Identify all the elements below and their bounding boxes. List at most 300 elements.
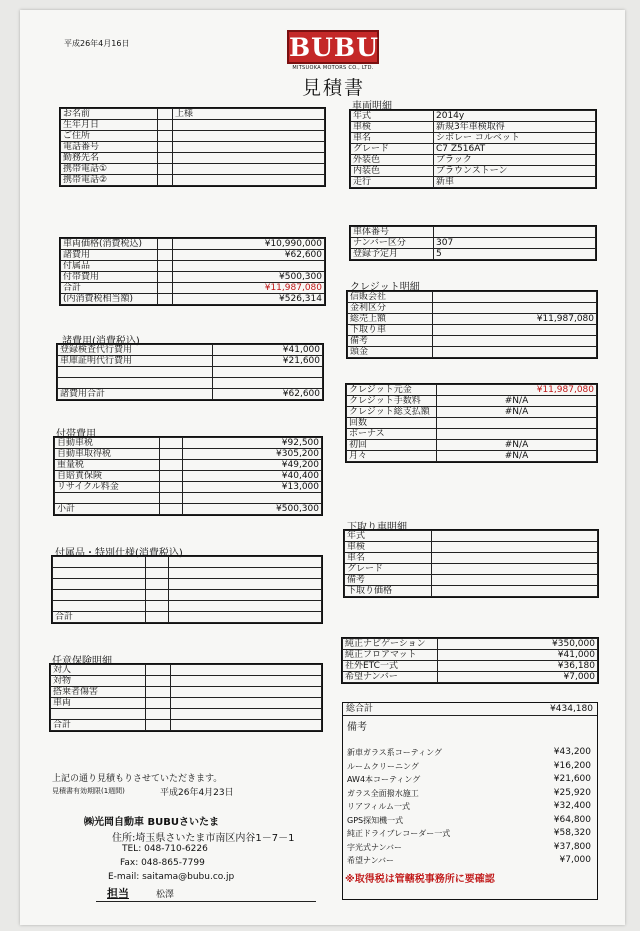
row-label: 諸費用 (61, 250, 158, 261)
staff-name: 松澤 (156, 890, 175, 900)
total-label: 諸費用合計 (58, 389, 213, 400)
remark-label: 希望ナンバー (347, 856, 395, 865)
row-value: ¥62,600 (173, 250, 325, 261)
row-value: ¥11,987,080 (173, 283, 325, 294)
row-value (433, 303, 597, 314)
row-label: 外装色 (351, 155, 434, 166)
row-label: 社外ETC一式 (343, 661, 438, 672)
row-value (433, 336, 597, 347)
row-label: 内装色 (351, 166, 434, 177)
customer-table (60, 108, 325, 186)
table-row (61, 294, 325, 305)
row-value: ¥13,000 (183, 482, 322, 493)
row-value: ¥11,987,080 (433, 314, 597, 325)
row-label: 対物 (51, 676, 146, 687)
vehicle-table (350, 110, 596, 188)
spacer-cell (160, 471, 183, 482)
table-row (55, 493, 322, 504)
subtotal-row (55, 504, 322, 515)
row-value (434, 227, 596, 238)
row-label: 付帯費用 (61, 272, 158, 283)
insurance-table (50, 664, 322, 731)
row-value: 上様 (173, 109, 325, 120)
empty-cell (53, 579, 146, 590)
insurance-section-title: 任意保険明細 (52, 656, 112, 667)
row-value: ¥92,500 (183, 438, 322, 449)
company-fax: Fax: 048-865-7799 (120, 858, 205, 868)
table-row (343, 672, 598, 683)
table-row (347, 407, 597, 418)
row-label: 車両価格(消費税込) (61, 239, 158, 250)
row-label: 車庫証明代行費用 (58, 356, 213, 367)
row-label: 車名 (351, 133, 434, 144)
remark-value: ¥32,400 (553, 801, 591, 811)
table-row (55, 460, 322, 471)
company-address: 住所:埼玉県さいたま市南区内谷1－7－1 (112, 833, 295, 844)
row-label: 対人 (51, 665, 146, 676)
row-value: ¥11,987,080 (437, 385, 597, 396)
empty-cell (146, 557, 169, 568)
row-label: 備考 (348, 336, 433, 347)
row-value: #N/A (437, 407, 597, 418)
table-row (343, 650, 598, 661)
empty-cell (169, 557, 322, 568)
remark-label: AW4本コーティング (347, 775, 421, 784)
spacer-cell (146, 720, 171, 731)
table-row (347, 418, 597, 429)
table-row (61, 261, 325, 272)
row-label: 頭金 (348, 347, 433, 358)
remark-value: ¥58,320 (553, 828, 591, 838)
table-row (351, 144, 596, 155)
empty-cell (55, 493, 160, 504)
row-label: クレジット総支払額 (347, 407, 437, 418)
row-value (173, 164, 325, 175)
row-value (173, 131, 325, 142)
row-label: 付属品 (61, 261, 158, 272)
spacer-cell (146, 612, 169, 623)
staff-underline (96, 901, 316, 902)
row-label: グレード (345, 564, 432, 575)
validity-label: 見積書有効期限(1週間) (52, 787, 125, 795)
row-label: (内消費税相当額) (61, 294, 158, 305)
row-value: 新車 (434, 177, 596, 188)
remarks-box (342, 702, 598, 900)
table-row (348, 292, 597, 303)
row-value (432, 586, 598, 597)
table-row (351, 111, 596, 122)
table-row (61, 153, 325, 164)
table-row (345, 553, 598, 564)
fees-table (57, 344, 323, 400)
empty-cell (146, 579, 169, 590)
row-label: 車両 (51, 698, 146, 709)
table-row (351, 122, 596, 133)
table-row (61, 164, 325, 175)
spacer-cell (158, 120, 173, 131)
table-row (347, 385, 597, 396)
empty-cell (58, 378, 213, 389)
row-label: 金利区分 (348, 303, 433, 314)
total-row (58, 389, 323, 400)
table-row (351, 249, 596, 260)
row-label: 合計 (61, 283, 158, 294)
row-value: ¥41,000 (438, 650, 598, 661)
spacer-cell (158, 109, 173, 120)
spacer-cell (158, 153, 173, 164)
table-row (347, 451, 597, 462)
remark-item (347, 827, 595, 841)
table-row (61, 175, 325, 186)
row-value: ¥36,180 (438, 661, 598, 672)
company-tel: TEL: 048-710-6226 (122, 844, 208, 854)
table-row (51, 676, 322, 687)
row-label: 自動車取得税 (55, 449, 160, 460)
table-row (347, 396, 597, 407)
row-value: ブラウンストーン (434, 166, 596, 177)
empty-cell (53, 601, 146, 612)
row-value (433, 292, 597, 303)
row-label: 車検 (351, 122, 434, 133)
table-row (55, 438, 322, 449)
options-table (342, 638, 598, 683)
total-value (171, 720, 322, 731)
row-label: 登録予定月 (351, 249, 434, 260)
spacer-cell (158, 175, 173, 186)
tax-warning: ※取得税は管轄税事務所に要確認 (345, 874, 495, 885)
remark-item (347, 814, 595, 828)
table-row (351, 155, 596, 166)
row-value (437, 418, 597, 429)
table-row (58, 378, 323, 389)
spacer-cell (160, 482, 183, 493)
empty-cell (51, 709, 146, 720)
row-label: 電話番号 (61, 142, 158, 153)
fees-section-title: 諸費用(消費税込) (62, 336, 140, 347)
row-label: 携帯電話② (61, 175, 158, 186)
row-value: ¥500,300 (173, 272, 325, 283)
logo-subtitle: MITSUOKA MOTORS CO., LTD. (292, 65, 374, 71)
table-row (347, 440, 597, 451)
row-value (171, 665, 322, 676)
remark-label: 字光式ナンバー (347, 842, 403, 852)
table-row (345, 564, 598, 575)
company-name: ㈱光岡自動車 BUBUさいたま (84, 817, 219, 828)
row-label: 搭乗者傷害 (51, 687, 146, 698)
table-row (53, 601, 322, 612)
row-value (437, 429, 597, 440)
remark-item (347, 841, 595, 855)
remark-label: GPS探知機一式 (347, 815, 404, 825)
spacer-cell (158, 142, 173, 153)
row-label: ご住所 (61, 131, 158, 142)
row-label: 重量税 (55, 460, 160, 471)
row-label: 年式 (351, 111, 434, 122)
spacer-cell (158, 283, 173, 294)
table-row (51, 709, 322, 720)
row-value (173, 261, 325, 272)
spacer-cell (158, 261, 173, 272)
row-value (432, 531, 598, 542)
empty-cell (169, 579, 322, 590)
table-row (51, 687, 322, 698)
remark-label: 純正ドライブレコーダー一式 (347, 829, 451, 838)
row-value: ¥526,314 (173, 294, 325, 305)
tradein-table (344, 530, 598, 597)
empty-cell (146, 709, 171, 720)
remark-value: ¥37,800 (553, 841, 591, 852)
remark-item (347, 746, 595, 760)
row-label: 走行 (351, 177, 434, 188)
empty-cell (58, 367, 213, 378)
row-value: #N/A (437, 440, 597, 451)
row-value (433, 325, 597, 336)
row-value (432, 553, 598, 564)
spacer-cell (158, 250, 173, 261)
total-label: 合計 (51, 720, 146, 731)
company-email: E-mail: saitama@bubu.co.jp (108, 872, 235, 882)
row-value: 新規3年車検取得 (434, 122, 596, 133)
row-label: お名前 (61, 109, 158, 120)
row-value: ¥41,000 (213, 345, 323, 356)
row-label: 車検 (345, 542, 432, 553)
document-title: 見積書 (302, 77, 366, 99)
table-row (58, 367, 323, 378)
issue-date: 平成26年4月16日 (64, 39, 130, 48)
row-label: 車体番号 (351, 227, 434, 238)
total-row (51, 720, 322, 731)
spacer-cell (160, 460, 183, 471)
row-value: 2014y (434, 111, 596, 122)
row-label: クレジット手数料 (347, 396, 437, 407)
table-row (61, 109, 325, 120)
row-value: シボレー コルベット (434, 133, 596, 144)
row-value (171, 687, 322, 698)
spacer-cell (146, 687, 171, 698)
row-value (173, 153, 325, 164)
spacer-cell (146, 665, 171, 676)
total-label: 合計 (53, 612, 146, 623)
remark-label: 新車ガラス系コーティング (347, 748, 442, 757)
row-label: 信販会社 (348, 292, 433, 303)
table-row (347, 429, 597, 440)
row-label: 携帯電話① (61, 164, 158, 175)
table-row (345, 575, 598, 586)
grand-total-label: 総合計 (346, 704, 374, 714)
remark-item (347, 773, 595, 787)
row-value: ¥21,600 (213, 356, 323, 367)
table-row (351, 166, 596, 177)
row-value: ¥7,000 (438, 672, 598, 683)
row-label: 回数 (347, 418, 437, 429)
row-value (432, 575, 598, 586)
row-label: リサイクル料金 (55, 482, 160, 493)
table-row (61, 272, 325, 283)
table-row (61, 142, 325, 153)
table-row (58, 345, 323, 356)
subtotal-value: ¥500,300 (183, 504, 322, 515)
spacer-cell (160, 504, 183, 515)
remarks-label: 備考 (347, 722, 367, 733)
spacer-cell (146, 676, 171, 687)
credit-section-title: クレジット明細 (350, 282, 420, 293)
empty-cell (171, 709, 322, 720)
table-row (343, 639, 598, 650)
table-row (348, 303, 597, 314)
table-row (351, 177, 596, 188)
remark-label: ガラス全面撥水施工 (347, 788, 419, 798)
spacer-cell (160, 438, 183, 449)
remark-value: ¥25,920 (553, 787, 591, 798)
row-label: 下取り価格 (345, 586, 432, 597)
incidental-table (54, 437, 322, 515)
empty-cell (169, 568, 322, 579)
remark-value: ¥7,000 (559, 855, 591, 865)
remark-label: リアフィルム一式 (347, 802, 411, 811)
row-label: グレード (351, 144, 434, 155)
tradein-section-title: 下取り車明細 (347, 522, 407, 533)
table-row (61, 250, 325, 261)
row-value: ブラック (434, 155, 596, 166)
table-row (351, 238, 596, 249)
row-value: #N/A (437, 451, 597, 462)
row-label: 年式 (345, 531, 432, 542)
empty-cell (53, 557, 146, 568)
row-value: C7 Z516AT (434, 144, 596, 155)
row-label: 勤務先名 (61, 153, 158, 164)
credit-table (347, 291, 597, 358)
table-row (345, 586, 598, 597)
table-row (53, 568, 322, 579)
table-row (351, 133, 596, 144)
empty-cell (169, 590, 322, 601)
row-value: ¥305,200 (183, 449, 322, 460)
remark-label: ルームクリーニング (347, 761, 419, 771)
spacer-cell (158, 239, 173, 250)
total-value (169, 612, 322, 623)
empty-cell (213, 378, 323, 389)
remark-item (347, 787, 595, 801)
footer-line1: 上記の通り見積もりさせていただきます。 (52, 774, 223, 784)
table-row (348, 314, 597, 325)
row-value (171, 698, 322, 709)
table-row (61, 120, 325, 131)
empty-cell (160, 493, 183, 504)
row-value (171, 676, 322, 687)
credit-table-2 (346, 384, 597, 462)
remark-value: ¥64,800 (553, 814, 591, 825)
row-label: 純正ナビゲーション (343, 639, 438, 650)
empty-cell (53, 568, 146, 579)
table-row (345, 542, 598, 553)
row-value: ¥40,400 (183, 471, 322, 482)
row-value: ¥49,200 (183, 460, 322, 471)
price-table (60, 238, 325, 305)
table-row (61, 283, 325, 294)
remark-value: ¥21,600 (553, 774, 591, 784)
row-label: 希望ナンバー (343, 672, 438, 683)
table-row (58, 356, 323, 367)
row-label: 自賠責保険 (55, 471, 160, 482)
row-value: 307 (434, 238, 596, 249)
empty-cell (146, 590, 169, 601)
row-label: 車名 (345, 553, 432, 564)
bubu-logo (287, 30, 379, 76)
row-label: 純正フロアマット (343, 650, 438, 661)
row-label: 総売上額 (348, 314, 433, 325)
table-row (345, 531, 598, 542)
table-row (348, 336, 597, 347)
total-row (53, 612, 322, 623)
remark-item (347, 854, 595, 868)
remark-value: ¥43,200 (553, 747, 591, 757)
table-row (53, 579, 322, 590)
table-row (55, 482, 322, 493)
validity-date: 平成26年4月23日 (160, 788, 234, 798)
empty-cell (146, 601, 169, 612)
empty-cell (213, 367, 323, 378)
row-label: 下取り車 (348, 325, 433, 336)
vehicle-table-2 (350, 226, 596, 260)
spacer-cell (158, 164, 173, 175)
empty-cell (146, 568, 169, 579)
incidental-section-title: 付帯費用 (56, 429, 96, 440)
row-label: 初回 (347, 440, 437, 451)
spacer-cell (146, 698, 171, 709)
row-value (173, 120, 325, 131)
row-value (173, 142, 325, 153)
empty-cell (53, 590, 146, 601)
row-label: ボーナス (347, 429, 437, 440)
row-value (173, 175, 325, 186)
remark-value: ¥16,200 (553, 760, 591, 771)
table-row (55, 471, 322, 482)
table-row (343, 661, 598, 672)
row-label: 生年月日 (61, 120, 158, 131)
table-row (351, 227, 596, 238)
row-label: ナンバー区分 (351, 238, 434, 249)
vehicle-section-title: 車両明細 (352, 101, 392, 112)
total-value: ¥62,600 (213, 389, 323, 400)
empty-cell (183, 493, 322, 504)
table-row (61, 131, 325, 142)
spacer-cell (158, 131, 173, 142)
table-row (51, 698, 322, 709)
row-value: ¥10,990,000 (173, 239, 325, 250)
row-label: 自動車税 (55, 438, 160, 449)
table-row (53, 557, 322, 568)
table-row (348, 347, 597, 358)
spacer-cell (160, 449, 183, 460)
remark-item (347, 760, 595, 774)
spacer-cell (158, 294, 173, 305)
subtotal-label: 小計 (55, 504, 160, 515)
row-label: 月々 (347, 451, 437, 462)
table-row (51, 665, 322, 676)
empty-cell (169, 601, 322, 612)
table-row (53, 590, 322, 601)
row-value: ¥350,000 (438, 639, 598, 650)
table-row (348, 325, 597, 336)
row-value (432, 564, 598, 575)
staff-label: 担当 (107, 887, 129, 900)
row-value: #N/A (437, 396, 597, 407)
table-row (61, 239, 325, 250)
row-label: クレジット元金 (347, 385, 437, 396)
row-label: 登録検査代行費用 (58, 345, 213, 356)
logo-text: BUBU (287, 30, 379, 64)
table-row (55, 449, 322, 460)
